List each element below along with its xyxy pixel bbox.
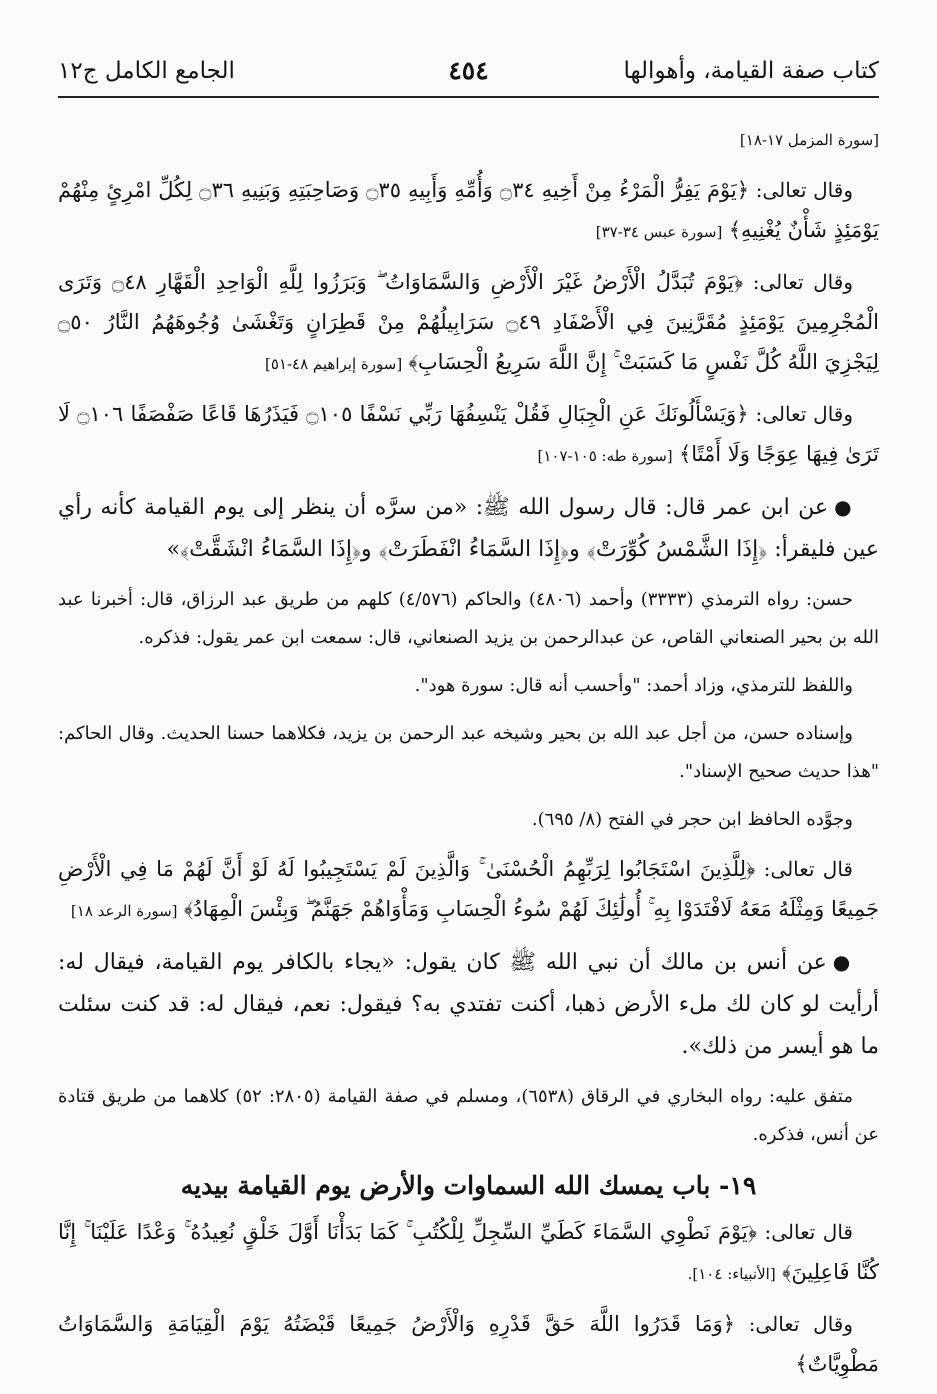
verse-reference: [الأنبياء: ١٠٤]. <box>687 1265 776 1283</box>
book-title: الجامع الكامل ج١٢ <box>58 58 235 84</box>
chapter-title: كتاب صفة القيامة، وأهوالها <box>623 58 879 84</box>
hadith-text: ●عن ابن عمر قال: قال رسول الله ﷺ: «من سرَّه أن ينظر إلى يوم القيامة كأنه رأي عين فليقرأ: ﴿إِذَا الشَّمْسُ كُوِّرَتْ﴾ و﴿إِذَا السَّمَاءُ انْفَطَرَتْ﴾ و﴿إِذَا السَّمَاءُ انْشَقَّتْ﴾» <box>58 495 879 562</box>
verse-text: ﴿وَيَسْأَلُونَكَ عَنِ الْجِبَالِ فَقُلْ يَنْسِفُهَا رَبِّي نَسْفًا ۝١٠٥ فَيَذَرُهَا قَاعًا صَفْصَفًا ۝١٠٦ لَا تَرَىٰ فِيهَا عِوَجًا وَلَا أَمْتًا﴾ <box>58 402 879 466</box>
bullet-icon: ● <box>834 495 853 519</box>
page-body <box>58 118 879 1394</box>
hadith-grading-note: واللفظ للترمذي، وزاد أحمد: "وأحسب أنه قال: سورة هود". <box>414 675 853 696</box>
hadith-grading-note: وإسناده حسن، من أجل عبد الله بن بحير وشيخه عبد الرحمن بن يزيد، فكلاهما حسنا الحديث. وقال الحاكم: "هذا حديث صحيح الإسناد". <box>58 723 879 782</box>
verse-text: ﴿يَوْمَ يَفِرُّ الْمَرْءُ مِنْ أَخِيهِ ۝٣٤ وَأُمِّهِ وَأَبِيهِ ۝٣٥ وَصَاحِبَتِهِ وَبَنِيهِ ۝٣٦ لِكُلِّ امْرِئٍ مِنْهُمْ يَوْمَئِذٍ شَأْنٌ يُغْنِيهِ﴾ <box>58 178 879 242</box>
verse-reference: [سورة عبس ٣٤-٣٧] <box>595 223 723 241</box>
verse-reference: [سورة الرعد ١٨] <box>70 902 178 920</box>
surah-reference: [سورة المزمل ١٧-١٨] <box>739 131 879 149</box>
verse-text: ﴿لِلَّذِينَ اسْتَجَابُوا لِرَبِّهِمُ الْحُسْنَىٰ ۚ وَالَّذِينَ لَمْ يَسْتَجِيبُوا لَهُ لَوْ أَنَّ لَهُمْ مَا فِي الْأَرْضِ جَمِيعًا وَمِثْلَهُ مَعَهُ لَافْتَدَوْا بِهِ ۚ أُولَٰئِكَ لَهُمْ سُوءُ الْحِسَابِ وَمَأْوَاهُمْ جَهَنَّمُ ۖ وَبِئْسَ الْمِهَادُ﴾ <box>58 857 879 921</box>
verse-lead: وقال تعالى: <box>752 270 853 294</box>
verse-lead: قال تعالى: <box>764 1220 853 1244</box>
chapter-heading: ١٩- باب يمسك الله السماوات والأرض يوم القيامة بيديه <box>180 1171 757 1200</box>
quran-verse <box>58 262 879 384</box>
verse-lead: قال تعالى: <box>763 857 853 881</box>
verse-reference: [سورة طه: ١٠٥-١٠٧] <box>537 447 673 465</box>
page-header <box>58 52 879 98</box>
hadith-grading-note: حسن: رواه الترمذي (٣٣٣٣) وأحمد (٤٨٠٦) والحاكم (٤/٥٧٦) كلهم من طريق عبد الرزاق، قال: أخبرنا عبد الله بن بحير الصنعاني القاص، عن عبدالرحمن بن يزيد الصنعاني، قال: سمعت ابن عمر يقول: فذكره. <box>58 589 879 648</box>
quran-verse <box>58 170 879 252</box>
hadith-grading-note: وجوَّده الحافظ ابن حجر في الفتح (٨/ ٦٩٥). <box>531 809 853 830</box>
verse-lead: وقال تعالى: <box>748 1312 853 1336</box>
quran-verse <box>58 1212 879 1294</box>
verse-reference: [سورة إبراهيم ٤٨-٥١] <box>264 355 403 373</box>
verse-lead: وقال تعالى: <box>755 402 854 426</box>
hadith-grading-note: متفق عليه: رواه البخاري في الرقاق (٦٥٣٨)، ومسلم في صفة القيامة (٢٨٠٥: ٥٢) كلاهما من طريق قتادة عن أنس، فذكره. <box>58 1086 879 1145</box>
verse-text: ﴿يَوْمَ نَطْوِي السَّمَاءَ كَطَيِّ السِّجِلِّ لِلْكُتُبِ ۚ كَمَا بَدَأْنَا أَوَّلَ خَلْقٍ نُعِيدُهُ ۚ وَعْدًا عَلَيْنَا ۚ إِنَّا كُنَّا فَاعِلِينَ﴾ <box>58 1220 879 1284</box>
quran-verse <box>58 849 879 931</box>
verse-text: ﴿يَوْمَ تُبَدَّلُ الْأَرْضُ غَيْرَ الْأَرْضِ وَالسَّمَاوَاتُ ۖ وَبَرَزُوا لِلَّهِ الْوَاحِدِ الْقَهَّارِ ۝٤٨ وَتَرَى الْمُجْرِمِينَ يَوْمَئِذٍ مُقَرَّنِينَ فِي الْأَصْفَادِ ۝٤٩ سَرَابِيلُهُمْ مِنْ قَطِرَانٍ وَتَغْشَىٰ وُجُوهَهُمُ النَّارُ ۝٥٠ لِيَجْزِيَ اللَّهُ كُلَّ نَفْسٍ مَا كَسَبَتْ ۚ إِنَّ اللَّهَ سَرِيعُ الْحِسَابِ﴾ <box>58 270 879 374</box>
page-number: ٤٥٤ <box>448 56 489 85</box>
hadith-text: ●عن أنس بن مالك أن نبي الله ﷺ كان يقول: «يجاء بالكافر يوم القيامة، فيقال له: أرأيت لو كان لك ملء الأرض ذهبا، أكنت تفتدي به؟ فيقول: نعم، فيقال له: قد كنت سئلت ما هو أيسر من ذلك». <box>58 950 879 1059</box>
verse-text: ﴿وَمَا قَدَرُوا اللَّهَ حَقَّ قَدْرِهِ وَالْأَرْضُ جَمِيعًا قَبْضَتُهُ يَوْمَ الْقِيَامَةِ وَالسَّمَاوَاتُ مَطْوِيَّاتٌ﴾ <box>58 1312 879 1376</box>
quran-verse <box>58 1304 879 1384</box>
bullet-icon: ● <box>832 950 854 974</box>
quran-verse <box>58 394 879 476</box>
verse-lead: وقال تعالى: <box>755 178 853 202</box>
